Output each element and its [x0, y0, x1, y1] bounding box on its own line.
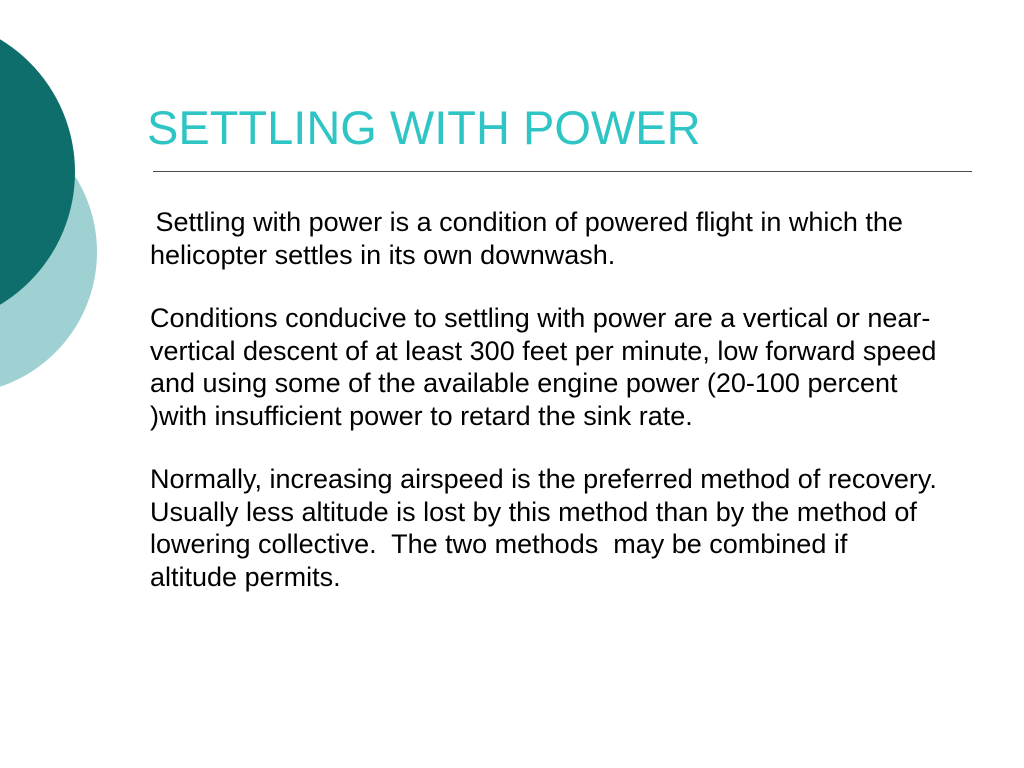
slide-title: SETTLING WITH POWER [147, 101, 701, 154]
paragraph-conditions: Conditions conducive to settling with power are a vertical or near-vertical descent of at least 300 feet per minute, low forward speed and using some of the available engine power (20-100 percent )with insufficient power to retard the sink rate. [150, 303, 944, 431]
paragraph-definition: Settling with power is a condition of powered flight in which the helicopter settles in its own downwash. [148, 207, 911, 270]
title-divider [153, 171, 972, 172]
paragraph-recovery: Normally, increasing airspeed is the preferred method of recovery. Usually less altitude is lost by this method than by the method of lowering collective. The two methods may be combined if altitude permits. [150, 464, 952, 592]
slide-body [148, 206, 952, 624]
